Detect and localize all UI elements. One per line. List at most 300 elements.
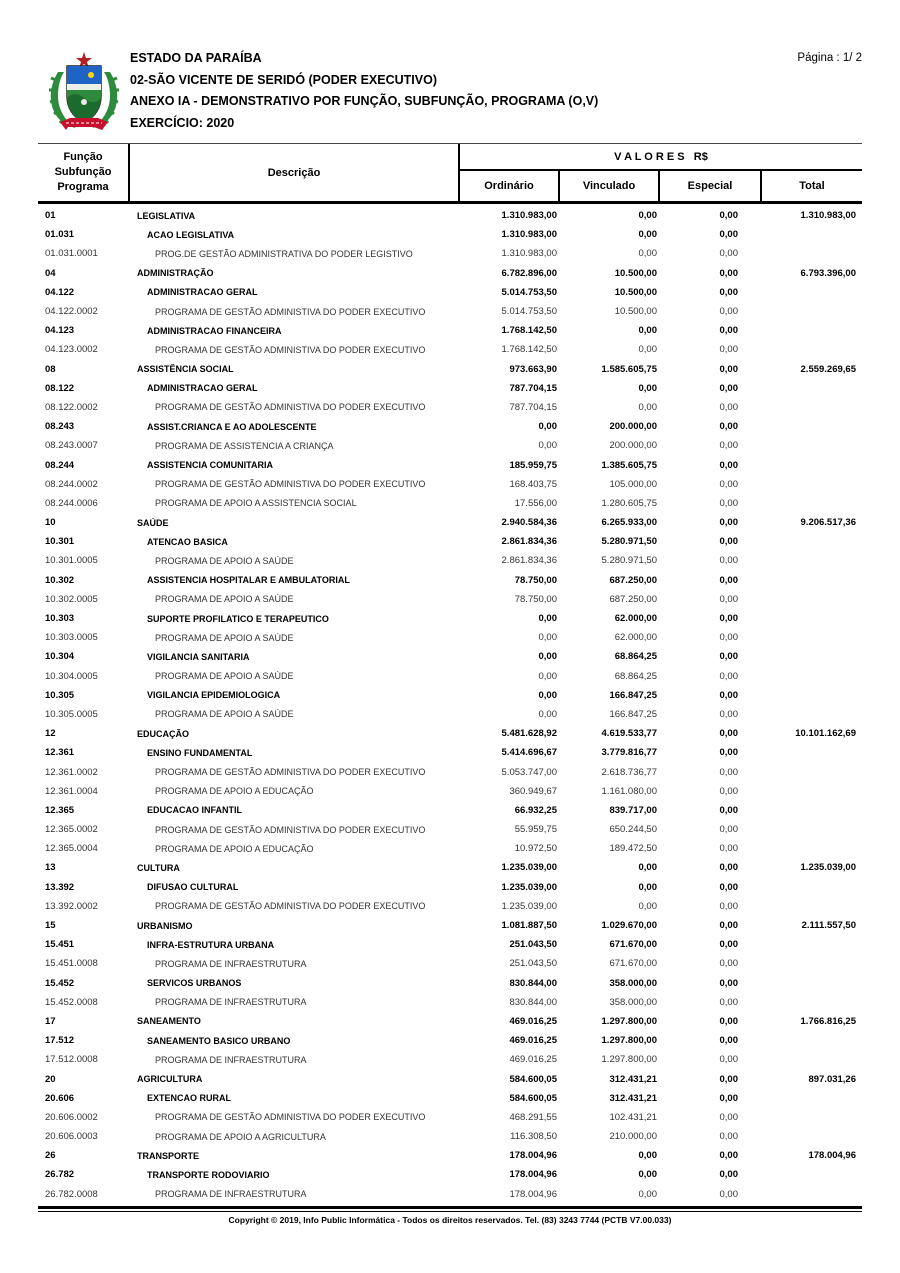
row-code: 08.244 [45,459,75,471]
table-row [38,264,862,283]
value-ordinario: 17.556,00 [514,497,557,509]
value-ordinario: 584.600,05 [509,1092,557,1104]
row-code: 20.606.0002 [45,1111,98,1123]
row-code: 15.452 [45,977,75,989]
row-code: 26 [45,1150,56,1162]
value-vinculado: 1.297.800,00 [601,1054,657,1066]
footer-divider [38,1206,862,1212]
value-especial: 0,00 [719,1015,738,1027]
value-vinculado: 200.000,00 [609,421,657,433]
value-especial: 0,00 [719,1131,738,1143]
value-especial: 0,00 [719,267,738,279]
document-header [130,48,598,134]
row-code: 08.122 [45,382,75,394]
row-code: 10.302 [45,574,75,586]
row-description: SAÚDE [137,517,169,528]
row-description: SANEAMENTO [137,1016,201,1027]
table-row [38,858,862,877]
row-code: 10.305.0005 [45,708,98,720]
row-description: SUPORTE PROFILATICO E TERAPEUTICO [147,613,329,624]
row-code: 12.361.0004 [45,785,98,797]
value-ordinario: 973.663,90 [509,363,557,375]
value-ordinario: 584.600,05 [509,1073,557,1085]
table-row [38,820,862,839]
row-code: 10.304 [45,651,75,663]
value-ordinario: 0,00 [538,670,557,682]
value-vinculado: 10.500,00 [614,267,657,279]
row-code: 12.361.0002 [45,766,98,778]
value-ordinario: 2.861.834,36 [501,555,557,567]
row-code: 08.122.0002 [45,401,98,413]
value-vinculado: 189.472,50 [609,843,657,855]
value-vinculado: 1.029.670,00 [601,920,657,932]
value-vinculado: 0,00 [638,248,657,260]
row-code: 10.304.0005 [45,670,98,682]
row-description: TRANSPORTE [137,1150,200,1161]
row-description: PROGRAMA DE GESTÃO ADMINISTIVA DO PODER EXECUTIVO [155,344,426,355]
budget-table [38,143,862,1204]
row-code: 10.303 [45,613,75,625]
value-vinculado: 210.000,00 [609,1131,657,1143]
table-row [38,686,862,705]
value-ordinario: 5.053.747,00 [501,766,557,778]
row-description: SANEAMENTO BASICO URBANO [147,1035,291,1046]
row-code: 12.365.0002 [45,824,98,836]
table-row [38,628,862,647]
row-description: PROGRAMA DE APOIO A SAÚDE [155,671,294,682]
table-row [38,743,862,762]
table-row [38,667,862,686]
row-code: 13 [45,862,56,874]
value-especial: 0,00 [719,229,738,241]
value-ordinario: 55.959,75 [514,824,557,836]
row-description: EDUCAÇÃO [137,728,190,739]
value-ordinario: 5.414.696,67 [501,747,557,759]
table-row [38,244,862,263]
value-ordinario: 468.291,55 [509,1111,557,1123]
value-total: 897.031,26 [808,1073,856,1085]
value-vinculado: 62.000,00 [614,632,657,644]
row-description: ADMINISTRAÇÃO [137,268,214,279]
row-code: 15.451.0008 [45,958,98,970]
row-code: 08.243 [45,421,75,433]
value-vinculado: 358.000,00 [609,977,657,989]
row-code: 10 [45,517,56,529]
value-vinculado: 0,00 [638,382,657,394]
table-row [38,1069,862,1088]
value-ordinario: 178.004,96 [509,1188,557,1200]
value-vinculado: 312.431,21 [609,1073,657,1085]
value-ordinario: 78.750,00 [514,574,557,586]
value-vinculado: 1.385.605,75 [601,459,657,471]
value-vinculado: 0,00 [638,881,657,893]
row-code: 12.361 [45,747,75,759]
table-row [38,916,862,935]
value-vinculado: 5.280.971,50 [601,555,657,567]
row-code: 08.244.0006 [45,497,98,509]
value-especial: 0,00 [719,862,738,874]
row-description: TRANSPORTE RODOVIARIO [147,1169,270,1180]
value-vinculado: 105.000,00 [609,478,657,490]
value-vinculado: 1.297.800,00 [601,1035,657,1047]
exercise-label: EXERCÍCIO: 2020 [130,115,235,130]
table-row [38,1127,862,1146]
row-description: URBANISMO [137,920,193,931]
row-code: 26.782 [45,1169,75,1181]
row-code: 04.123 [45,325,75,337]
row-description: PROG.DE GESTÃO ADMINISTRATIVA DO PODER LEGISTIVO [155,248,413,259]
row-code: 17.512.0008 [45,1054,98,1066]
row-description: ADMINISTRACAO GERAL [147,383,258,394]
value-especial: 0,00 [719,555,738,567]
value-ordinario: 185.959,75 [509,459,557,471]
row-description: EDUCACAO INFANTIL [147,805,242,816]
value-especial: 0,00 [719,843,738,855]
value-ordinario: 10.972,50 [514,843,557,855]
value-ordinario: 251.043,50 [509,958,557,970]
table-row [38,839,862,858]
table-row [38,1146,862,1165]
table-row [38,897,862,916]
values-header: V A L O R E S R$ [460,144,862,171]
table-row [38,705,862,724]
row-description: PROGRAMA DE GESTÃO ADMINISTIVA DO PODER EXECUTIVO [155,306,426,317]
value-especial: 0,00 [719,958,738,970]
row-description: SERVICOS URBANOS [147,978,242,989]
annex-title: ANEXO IA - DEMONSTRATIVO POR FUNÇÃO, SUBFUNÇÃO, PROGRAMA (O,V) [130,94,599,108]
column-header-descricao: Descrição [130,144,460,201]
value-especial: 0,00 [719,708,738,720]
value-total: 1.310.983,00 [800,210,856,222]
copyright-text: Copyright © 2019, Info Public Informática - Todos os direitos reservados. Tel. (83) 3243 7744 (PCTB V7.00.033) [228,1215,672,1225]
row-code: 13.392.0002 [45,900,98,912]
value-especial: 0,00 [719,977,738,989]
table-row [38,283,862,302]
value-ordinario: 0,00 [538,632,557,644]
row-description: ADMINISTRACAO FINANCEIRA [147,325,282,336]
value-total: 9.206.517,36 [800,517,856,529]
value-especial: 0,00 [719,306,738,318]
table-row [38,974,862,993]
value-vinculado: 650.244,50 [609,824,657,836]
table-header [38,143,862,204]
row-code: 01.031 [45,229,75,241]
row-description: PROGRAMA DE GESTÃO ADMINISTIVA DO PODER EXECUTIVO [155,479,426,490]
entity-title: 02-SÃO VICENTE DE SERIDÓ (PODER EXECUTIVO) [130,72,437,87]
value-vinculado: 10.500,00 [614,286,657,298]
table-row [38,417,862,436]
row-description: AGRICULTURA [137,1074,203,1085]
value-ordinario: 178.004,96 [509,1150,557,1162]
value-ordinario: 78.750,00 [514,593,557,605]
table-row [38,878,862,897]
row-description: PROGRAMA DE APOIO A SAÚDE [155,632,294,643]
value-total: 10.101.162,69 [795,728,856,740]
row-code: 12.365 [45,804,75,816]
table-row [38,513,862,532]
value-especial: 0,00 [719,440,738,452]
table-row [38,1089,862,1108]
row-code: 12 [45,728,56,740]
value-vinculado: 166.847,25 [609,689,657,701]
row-code: 08.244.0002 [45,478,98,490]
value-especial: 0,00 [719,632,738,644]
table-row [38,1050,862,1069]
value-especial: 0,00 [719,1092,738,1104]
table-row [38,206,862,225]
row-code: 01.031.0001 [45,248,98,260]
value-vinculado: 0,00 [638,862,657,874]
row-description: DIFUSAO CULTURAL [147,882,239,893]
row-description: CULTURA [137,862,180,873]
row-code: 04.122 [45,286,75,298]
value-vinculado: 312.431,21 [609,1092,657,1104]
column-header-funcao-subfuncao-programa: Função Subfunção Programa [38,144,130,201]
values-header-group [460,144,862,201]
row-description: PROGRAMA DE APOIO A AGRICULTURA [155,1131,326,1142]
value-especial: 0,00 [719,766,738,778]
table-body [38,204,862,1204]
table-row [38,1185,862,1204]
row-code: 20.606.0003 [45,1131,98,1143]
value-especial: 0,00 [719,785,738,797]
row-description: ASSISTÊNCIA SOCIAL [137,364,234,375]
table-row [38,1012,862,1031]
value-especial: 0,00 [719,593,738,605]
value-ordinario: 469.016,25 [509,1054,557,1066]
row-code: 10.305 [45,689,75,701]
value-total: 6.793.396,00 [800,267,856,279]
table-row [38,1031,862,1050]
value-especial: 0,00 [719,344,738,356]
value-ordinario: 0,00 [538,613,557,625]
value-ordinario: 469.016,25 [509,1035,557,1047]
column-header-especial: Especial [660,171,762,201]
value-vinculado: 0,00 [638,1169,657,1181]
value-especial: 0,00 [719,382,738,394]
row-code: 04.123.0002 [45,344,98,356]
value-vinculado: 62.000,00 [614,613,657,625]
value-especial: 0,00 [719,536,738,548]
value-especial: 0,00 [719,1054,738,1066]
row-code: 15.452.0008 [45,996,98,1008]
value-vinculado: 6.265.933,00 [601,517,657,529]
value-especial: 0,00 [719,517,738,529]
value-especial: 0,00 [719,478,738,490]
value-ordinario: 0,00 [538,651,557,663]
value-ordinario: 0,00 [538,421,557,433]
coat-of-arms-paraiba-logo [44,50,124,140]
value-subheaders [460,171,862,201]
value-ordinario: 6.782.896,00 [501,267,557,279]
value-vinculado: 358.000,00 [609,996,657,1008]
row-description: PROGRAMA DE APOIO A SAÚDE [155,709,294,720]
table-row [38,935,862,954]
value-ordinario: 1.310.983,00 [501,210,557,222]
row-code: 26.782.0008 [45,1188,98,1200]
table-row [38,801,862,820]
value-especial: 0,00 [719,939,738,951]
row-description: ACAO LEGISLATIVA [147,229,235,240]
value-vinculado: 2.618.736,77 [601,766,657,778]
value-especial: 0,00 [719,881,738,893]
row-description: PROGRAMA DE GESTÃO ADMINISTIVA DO PODER EXECUTIVO [155,824,426,835]
row-description: ASSIST.CRIANCA E AO ADOLESCENTE [147,421,317,432]
row-description: PROGRAMA DE INFRAESTRUTURA [155,958,307,969]
value-ordinario: 1.081.887,50 [501,920,557,932]
row-code: 04.122.0002 [45,306,98,318]
table-row [38,1165,862,1184]
row-code: 08.243.0007 [45,440,98,452]
row-description: PROGRAMA DE ASSISTENCIA A CRIANÇA [155,440,334,451]
value-ordinario: 2.940.584,36 [501,517,557,529]
value-vinculado: 0,00 [638,210,657,222]
value-vinculado: 4.619.533,77 [601,728,657,740]
row-description: PROGRAMA DE GESTÃO ADMINISTIVA DO PODER EXECUTIVO [155,402,426,413]
table-row [38,954,862,973]
value-ordinario: 469.016,25 [509,1015,557,1027]
table-row [38,302,862,321]
row-code: 17 [45,1015,56,1027]
value-vinculado: 0,00 [638,900,657,912]
column-header-total: Total [799,180,825,192]
row-code: 10.301.0005 [45,555,98,567]
value-especial: 0,00 [719,401,738,413]
value-ordinario: 178.004,96 [509,1169,557,1181]
value-vinculado: 687.250,00 [609,593,657,605]
row-description: PROGRAMA DE GESTÃO ADMINISTIVA DO PODER EXECUTIVO [155,767,426,778]
value-ordinario: 787.704,15 [509,401,557,413]
column-header-vinculado: Vinculado [560,171,660,201]
table-row [38,436,862,455]
value-ordinario: 0,00 [538,708,557,720]
value-vinculado: 0,00 [638,229,657,241]
value-ordinario: 830.844,00 [509,977,557,989]
value-especial: 0,00 [719,286,738,298]
value-vinculado: 10.500,00 [614,306,657,318]
row-description: PROGRAMA DE APOIO A SAÚDE [155,555,294,566]
row-code: 20 [45,1073,56,1085]
value-vinculado: 5.280.971,50 [601,536,657,548]
row-code: 10.301 [45,536,75,548]
value-vinculado: 0,00 [638,325,657,337]
value-ordinario: 360.949,67 [509,785,557,797]
value-ordinario: 787.704,15 [509,382,557,394]
row-code: 08 [45,363,56,375]
value-especial: 0,00 [719,1169,738,1181]
table-row [38,782,862,801]
value-ordinario: 0,00 [538,689,557,701]
row-description: PROGRAMA DE APOIO A EDUCAÇÃO [155,843,314,854]
document-footer [38,1206,862,1225]
table-row [38,494,862,513]
row-code: 13.392 [45,881,75,893]
value-especial: 0,00 [719,824,738,836]
value-vinculado: 166.847,25 [609,708,657,720]
value-ordinario: 830.844,00 [509,996,557,1008]
value-vinculado: 1.280.605,75 [601,497,657,509]
value-especial: 0,00 [719,210,738,222]
value-especial: 0,00 [719,651,738,663]
value-vinculado: 0,00 [638,344,657,356]
page-number: Página : 1/ 2 [797,52,862,64]
value-total: 1.766.816,25 [800,1015,856,1027]
value-especial: 0,00 [719,747,738,759]
row-code: 10.302.0005 [45,593,98,605]
value-especial: 0,00 [719,728,738,740]
value-ordinario: 5.014.753,50 [501,286,557,298]
value-ordinario: 5.014.753,50 [501,306,557,318]
value-vinculado: 0,00 [638,1150,657,1162]
value-especial: 0,00 [719,1111,738,1123]
value-ordinario: 251.043,50 [509,939,557,951]
value-ordinario: 1.310.983,00 [501,229,557,241]
row-description: ATENCAO BASICA [147,536,228,547]
value-especial: 0,00 [719,670,738,682]
value-total: 1.235.039,00 [800,862,856,874]
value-especial: 0,00 [719,248,738,260]
value-especial: 0,00 [719,804,738,816]
value-vinculado: 68.864,25 [614,651,657,663]
value-especial: 0,00 [719,996,738,1008]
row-code: 10.303.0005 [45,632,98,644]
value-especial: 0,00 [719,689,738,701]
table-row [38,475,862,494]
value-especial: 0,00 [719,1073,738,1085]
table-row [38,321,862,340]
value-vinculado: 687.250,00 [609,574,657,586]
table-row [38,609,862,628]
row-description: VIGILANCIA EPIDEMIOLOGICA [147,690,281,701]
row-description: EXTENCAO RURAL [147,1093,232,1104]
row-code: 17.512 [45,1035,75,1047]
table-row [38,762,862,781]
value-total: 178.004,96 [808,1150,856,1162]
value-especial: 0,00 [719,1035,738,1047]
value-ordinario: 168.403,75 [509,478,557,490]
value-especial: 0,00 [719,1150,738,1162]
value-especial: 0,00 [719,363,738,375]
value-especial: 0,00 [719,613,738,625]
value-vinculado: 68.864,25 [614,670,657,682]
table-row [38,379,862,398]
table-row [38,551,862,570]
value-ordinario: 1.235.039,00 [501,862,557,874]
value-vinculado: 1.585.605,75 [601,363,657,375]
table-row [38,724,862,743]
value-vinculado: 839.717,00 [609,804,657,816]
column-header-ordinario: Ordinário [460,171,560,201]
value-vinculado: 1.161.080,00 [601,785,657,797]
table-row [38,360,862,379]
row-description: PROGRAMA DE INFRAESTRUTURA [155,997,307,1008]
row-description: PROGRAMA DE APOIO A ASSISTENCIA SOCIAL [155,498,357,509]
row-description: INFRA-ESTRUTURA URBANA [147,939,275,950]
value-ordinario: 2.861.834,36 [501,536,557,548]
value-total: 2.111.557,50 [801,920,856,932]
value-vinculado: 671.670,00 [609,939,657,951]
row-description: VIGILANCIA SANITARIA [147,651,250,662]
row-description: ADMINISTRACAO GERAL [147,287,258,298]
state-title: ESTADO DA PARAÍBA [130,51,262,65]
row-code: 15 [45,920,56,932]
table-row [38,647,862,666]
row-code: 01 [45,210,56,222]
value-ordinario: 66.932,25 [514,804,557,816]
row-code: 20.606 [45,1092,75,1104]
table-row [38,455,862,474]
value-especial: 0,00 [719,325,738,337]
